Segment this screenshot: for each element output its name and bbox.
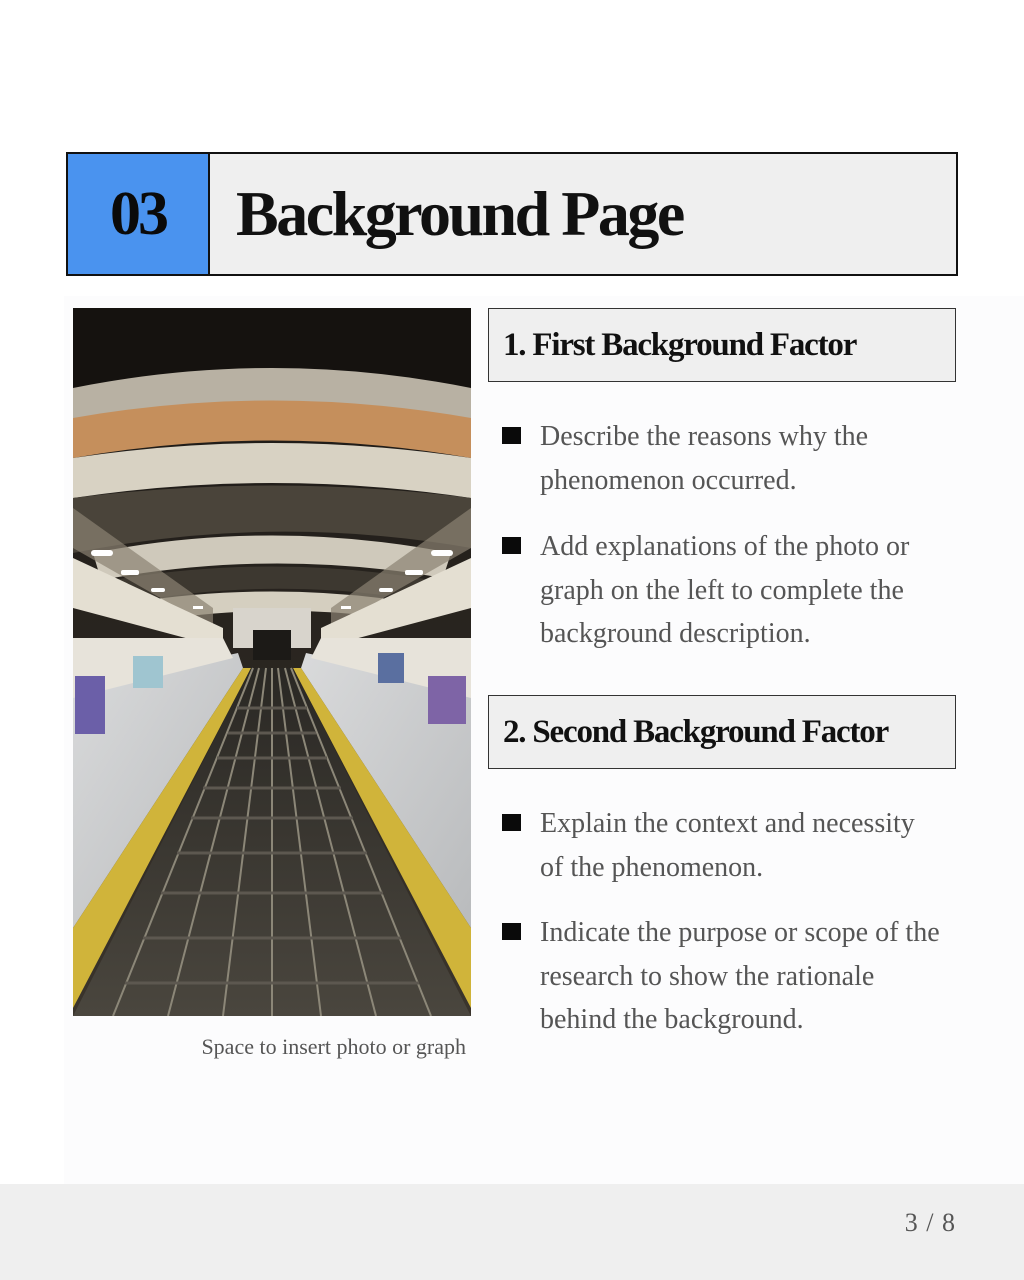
- section-header: [66, 152, 958, 276]
- subway-station-photo: [73, 308, 471, 1016]
- factor-1-heading: 1. First Background Factor: [488, 308, 956, 382]
- bullet-text: Describe the reasons why the phenomenon occurred.: [540, 421, 869, 496]
- bullet-text: Add explanations of the photo or graph on the left to complete the background description.: [540, 531, 910, 649]
- photo-caption: Space to insert photo or graph: [201, 1034, 466, 1059]
- factor-2-bullet-1: [502, 802, 942, 889]
- bullet-square-icon: [502, 427, 521, 444]
- factor-1-bullet-1: [502, 415, 942, 502]
- page-title: Background Page: [236, 178, 683, 249]
- section-number: 03: [68, 154, 210, 274]
- page-number: 3 / 8: [904, 1208, 956, 1237]
- factor-2-heading: 2. Second Background Factor: [488, 695, 956, 769]
- factor-2-bullet-2: [502, 911, 942, 1042]
- bullet-square-icon: [502, 537, 521, 554]
- bullet-text: Indicate the purpose or scope of the research to show the rationale behind the background.: [540, 917, 940, 1035]
- bullet-square-icon: [502, 814, 521, 831]
- footer-bar: [0, 1184, 1024, 1280]
- bullet-square-icon: [502, 923, 521, 940]
- bullet-text: Explain the context and necessity of the phenomenon.: [540, 808, 915, 883]
- factor-1-bullet-2: [502, 525, 942, 656]
